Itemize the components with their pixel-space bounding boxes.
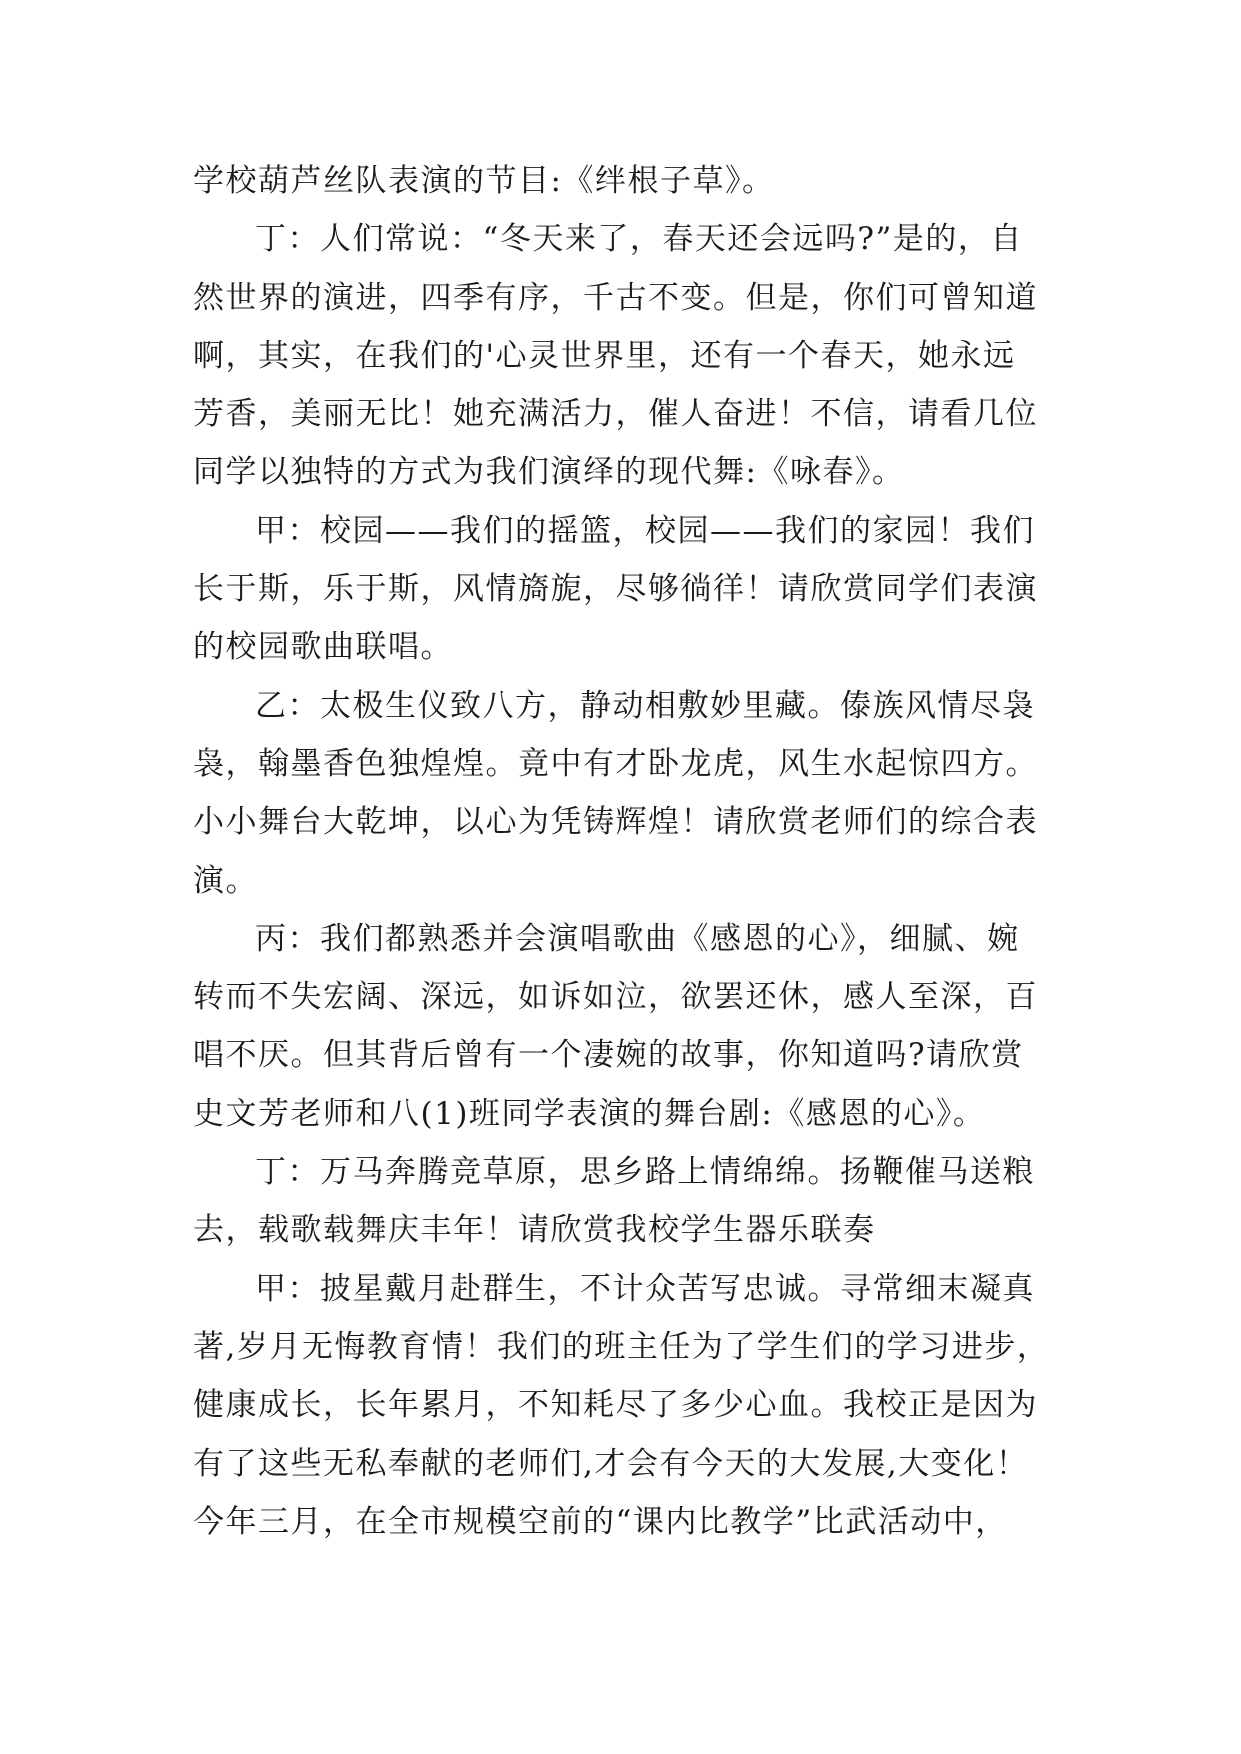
text-line: 去，载歌载舞庆丰年！请欣赏我校学生器乐联奏 [193, 1212, 876, 1249]
text-line: 的校园歌曲联唱。 [193, 629, 453, 666]
text-line: 然世界的演进，四季有序，千古不变。但是，你们可曾知道 [193, 279, 1038, 316]
text-line: 袅，翰墨香色独煌煌。竟中有才卧龙虎，风生水起惊四方。 [193, 745, 1038, 782]
text-line: 今年三月，在全市规模空前的“课内比教学”比武活动中， [193, 1503, 1008, 1540]
text-line: 丁：万马奔腾竞草原，思乡路上情绵绵。扬鞭催马送粮 [255, 1154, 1035, 1191]
text-line: 著,岁月无悔教育情！我们的班主任为了学生们的学习进步， [193, 1328, 1050, 1365]
document-body [193, 152, 1073, 1551]
text-line: 唱不厌。但其背后曾有一个凄婉的故事，你知道吗?请欣赏 [193, 1037, 1024, 1074]
text-line: 乙：太极生仪致八方，静动相敷妙里藏。傣族风情尽袅 [255, 687, 1035, 724]
text-line: 同学以独特的方式为我们演绎的现代舞:《咏春》。 [193, 454, 905, 491]
text-line: 啊，其实，在我们的'心灵世界里，还有一个春天，她永远 [193, 337, 1016, 374]
text-line: 丙：我们都熟悉并会演唱歌曲《感恩的心》，细腻、婉 [255, 920, 1020, 957]
text-line: 史文芳老师和八(1)班同学表演的舞台剧:《感恩的心》。 [193, 1095, 986, 1132]
text-line: 芳香，美丽无比！她充满活力，催人奋进！不信，请看几位 [193, 396, 1038, 433]
text-line: 有了这些无私奉献的老师们,才会有今天的大发展,大变化！ [193, 1445, 1029, 1482]
text-line: 学校葫芦丝队表演的节目:《绊根子草》。 [193, 163, 775, 199]
text-line: 甲：披星戴月赴群生，不计众苦写忠诚。寻常细末凝真 [255, 1270, 1035, 1307]
text-line: 转而不失宏阔、深远，如诉如泣，欲罢还休，感人至深，百 [193, 979, 1038, 1016]
text-line: 健康成长，长年累月，不知耗尽了多少心血。我校正是因为 [193, 1387, 1038, 1424]
text-line: 演。 [193, 862, 258, 899]
text-line: 丁：人们常说：“冬天来了，春天还会远吗?”是的，自 [255, 221, 1023, 258]
text-line: 甲：校园——我们的摇篮，校园——我们的家园！我们 [255, 512, 1035, 549]
text-line: 长于斯，乐于斯，风情旖旎，尽够徜徉！请欣赏同学们表演 [193, 571, 1038, 608]
text-line: 小小舞台大乾坤，以心为凭铸辉煌！请欣赏老师们的综合表 [193, 804, 1038, 841]
